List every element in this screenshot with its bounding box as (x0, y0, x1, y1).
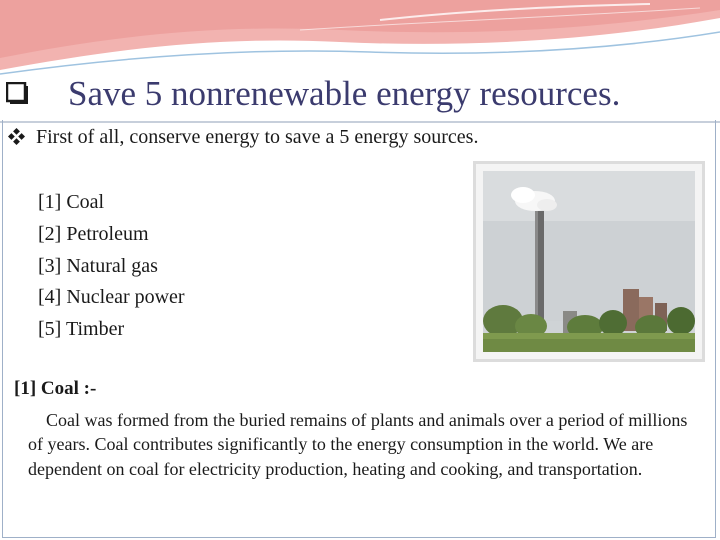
four-diamond-bullet-icon (8, 128, 25, 145)
slide-title: Save 5 nonrenewable energy resources. (68, 74, 621, 113)
power-plant-photo (473, 161, 705, 362)
list-item: [1] Coal (38, 191, 105, 213)
title-row (0, 72, 720, 120)
header-decoration (0, 0, 720, 75)
energy-sources-list (38, 187, 185, 346)
list-item: [4] Nuclear power (38, 286, 185, 309)
list-item: [2] Petroleum (38, 222, 149, 245)
subtitle-text: First of all, conserve energy to save a 5 energy sources. (36, 126, 479, 148)
list-item: [5] Timber (38, 318, 125, 341)
section-heading: [1] Coal :- (14, 378, 97, 399)
list-item: [3] Natural gas (38, 254, 158, 277)
coal-paragraph: Coal was formed from the buried remains of plants and animals over a period of millions of years. Coal contributes significantly to the energy consumption in the world. We are dependent on coal for electricity production, heating and cooking, and transportation. (28, 410, 688, 479)
hollow-square-bullet-icon (6, 82, 28, 104)
